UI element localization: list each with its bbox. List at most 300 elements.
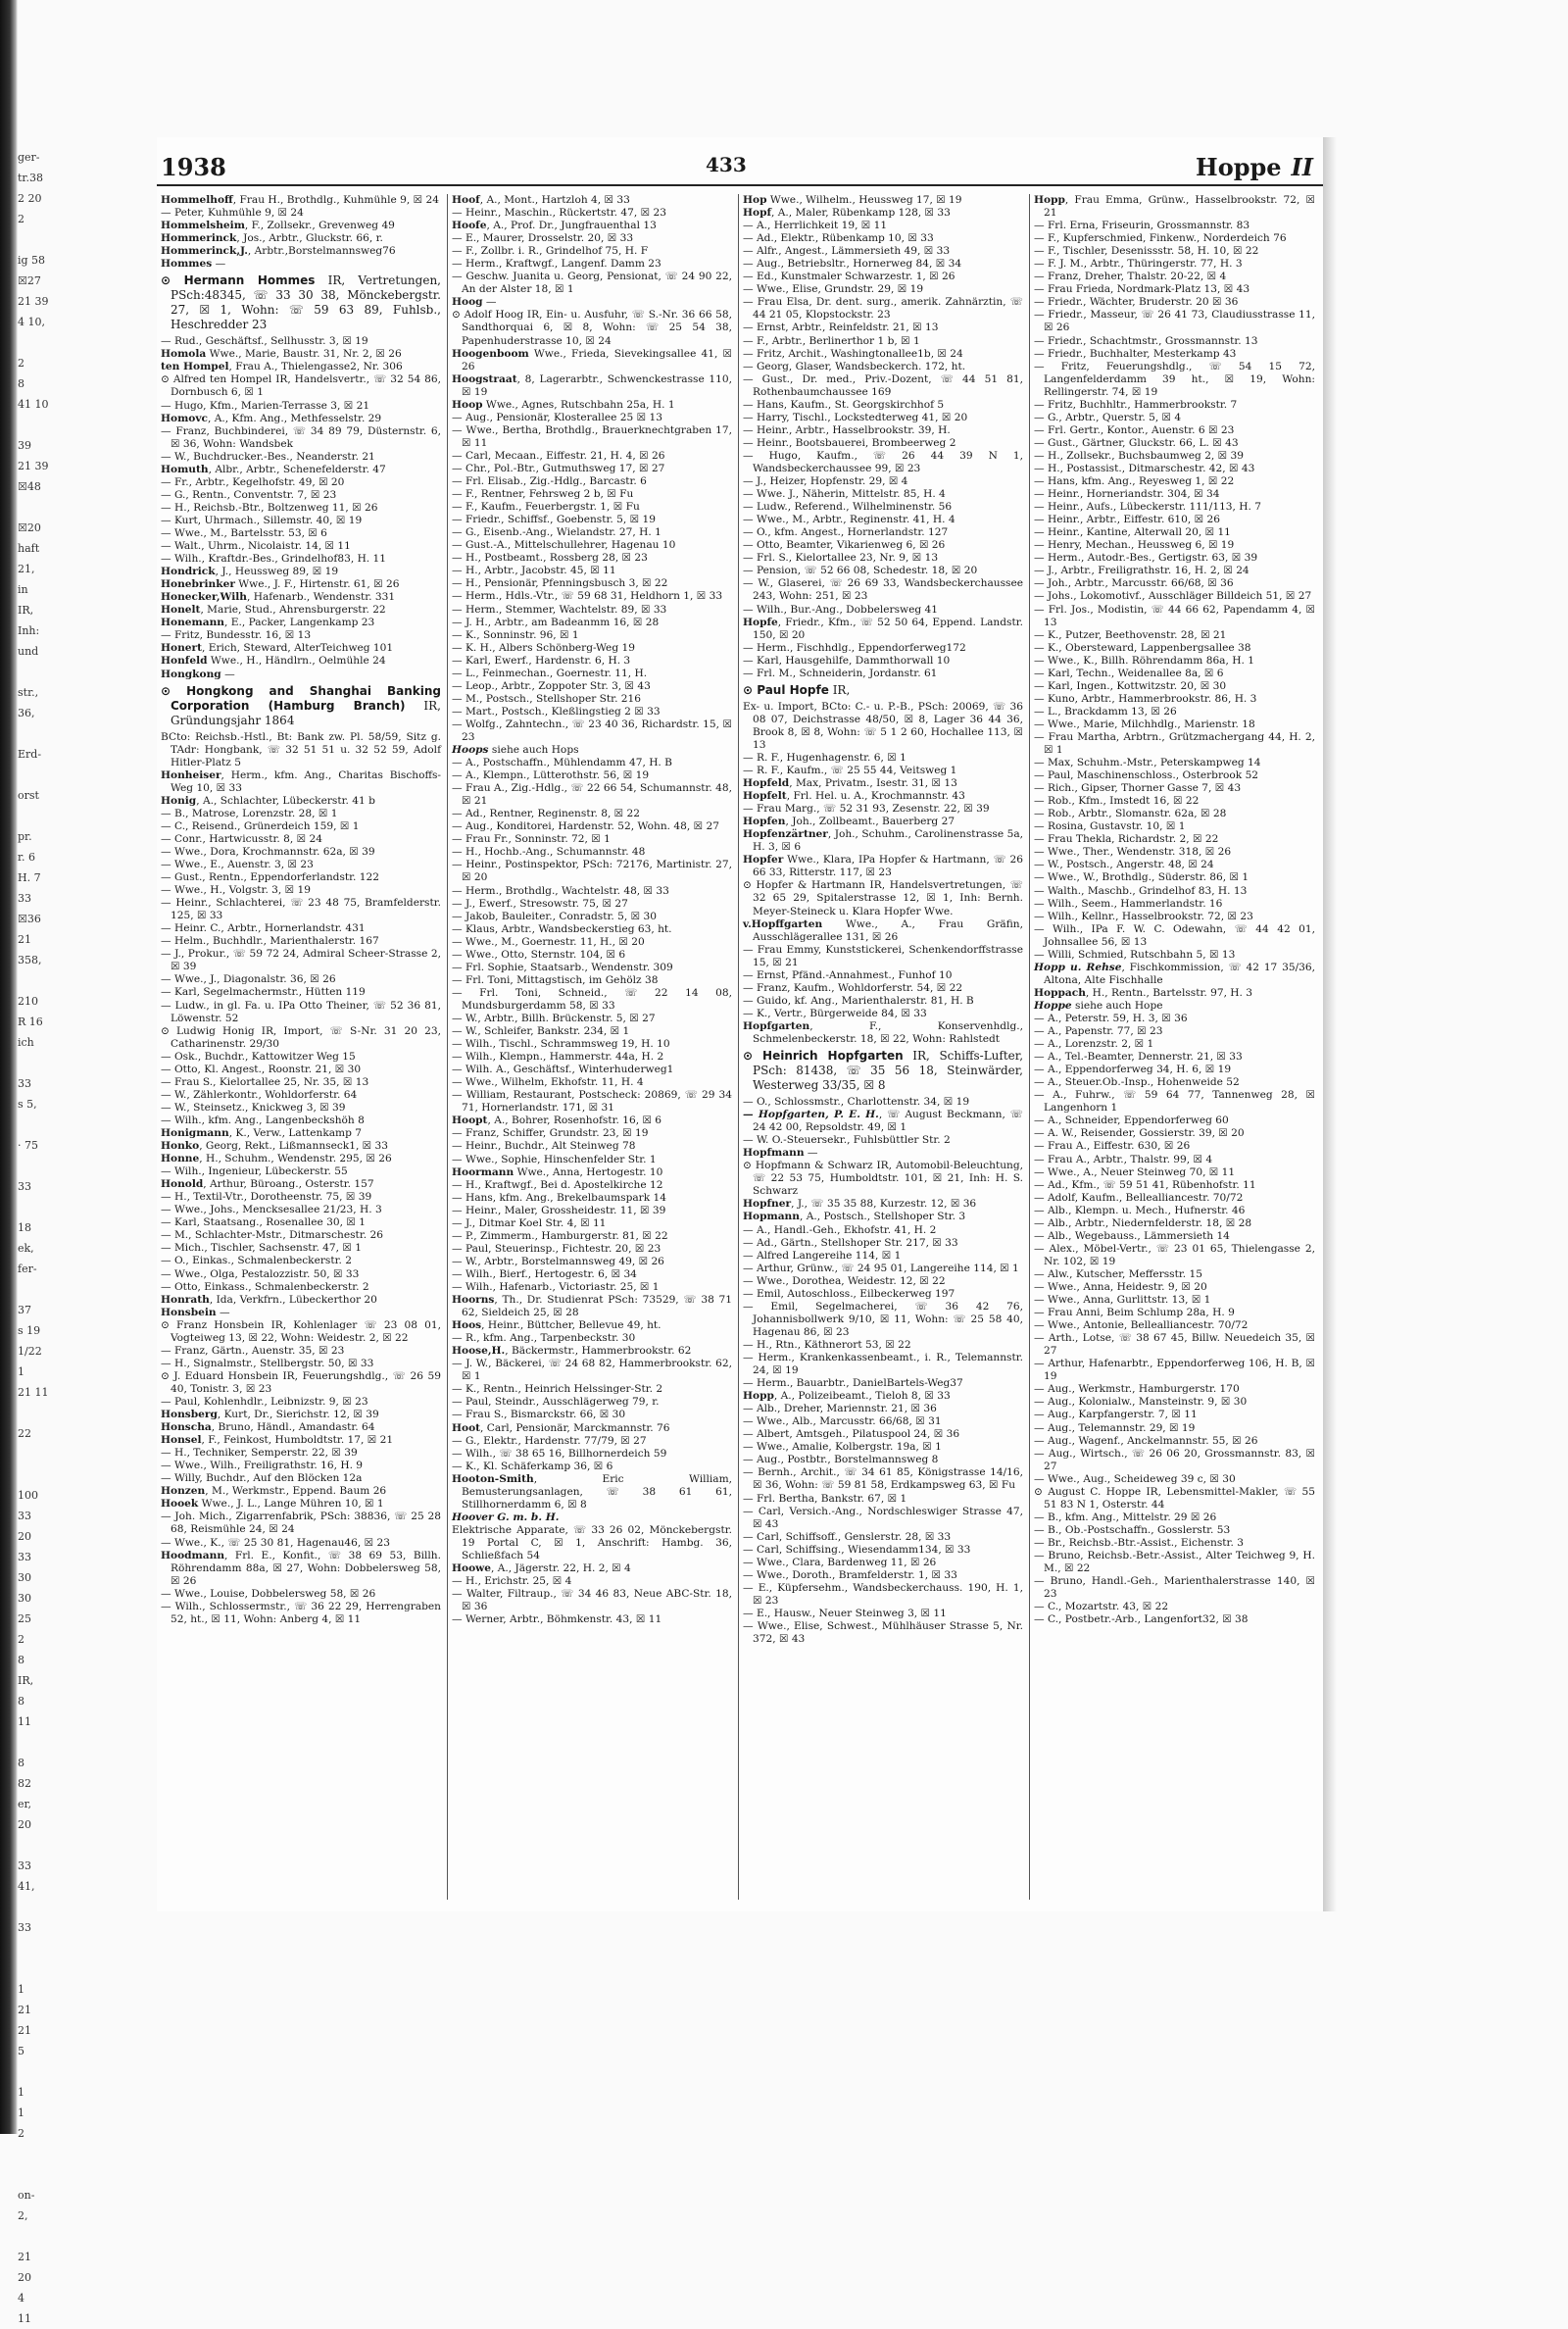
entry-details: — Heinr. C., Arbtr., Hornerlandstr. 431 [161,922,366,935]
entry-details: — Herm., Fischhdlg., Eppendorferweg172 [743,641,966,654]
directory-entry [1034,437,1315,450]
directory-entry [1034,911,1315,923]
entry-details: , Frau H., Brothdlg., Kuhmühle 9, ☒ 24 [232,194,439,206]
entry-name: Honig [161,794,197,807]
entry-details: — Ad., Kfm., ☏ 59 51 41, Rübenhofstr. 11 [1034,1178,1256,1191]
sliver-fragment: 18 [18,1221,31,1234]
entry-name: ⊙ Hongkong and Shanghai Banking Corporation (Hamburg Branch) [161,683,441,713]
entry-name: Hopp u. Rehse [1034,961,1122,973]
entry-details: ⊙ Adolf Hoog IR, Ein- u. Ausfuhr, ☏ S.-Nr. 36 66 58, Sandthorquai 6, ☒ 8, Wohn: ☏ 25 54 38, Papenhuderstrasse 10, ☒ 24 [452,309,732,347]
directory-entry [743,258,1023,271]
sliver-fragment: 8 [18,1654,24,1666]
entry-details: — Pension, ☏ 52 66 08, Schedestr. 18, ☒ 20 [743,565,978,577]
entry-details: — Ludw., in gl. Fa. u. IPa Otto Theiner, ☏ 52 36 81, Löwenstr. 52 [161,999,441,1024]
directory-entry [452,1025,732,1038]
sliver-fragment: 30 [18,1592,31,1605]
entry-details: IR, Gründungsjahr 1864 [171,698,441,727]
directory-entry [161,1127,441,1140]
directory-entry [743,501,1023,514]
entry-details: — Peter, Kuhmühle 9, ☒ 24 [161,207,304,220]
entry-name: Hoogenboom [452,347,529,360]
directory-entry [1034,1358,1315,1383]
directory-entry [1034,1038,1315,1051]
directory-entry [1034,475,1315,488]
directory-entry [161,629,441,642]
entry-details: — J., Arbtr., Freiligrathstr. 16, H. 2, ☒ 24 [1034,565,1250,577]
directory-entry [1034,1422,1315,1435]
entry-details: Wwe., Wilhelm., Heussweg 17, ☒ 19 [766,194,962,206]
directory-entry [1034,757,1315,769]
entry-details: — Klaus, Arbtr., Wandsbeckerstieg 63, ht. [452,922,672,935]
header-running-title [1196,153,1313,181]
entry-details: — [216,1306,230,1318]
directory-column-1 [157,194,448,1900]
directory-entry [743,539,1023,552]
entry-details: , Th., Dr. Studienrat PSch: 73529, ☏ 38 71 62, Sieldeich 25, ☒ 28 [462,1294,732,1319]
entry-details: — Kurt, Uhrmach., Sillemstr. 40, ☒ 19 [161,514,363,526]
entry-details: — Wilh., Ingenieur, Lübeckerstr. 55 [161,1165,348,1178]
directory-entry [1034,668,1315,680]
entry-details: — Alfred Langereihe 114, ☒ 1 [743,1249,902,1262]
entry-details: , Friedr., Kfm., ☏ 52 50 64, Eppend. Landstr. 150, ☒ 20 [753,616,1023,641]
directory-entry [452,987,732,1013]
directory-entry [452,1281,732,1294]
entry-details: , F., Zollsekr., Grevenweg 49 [244,220,395,232]
sliver-fragment: 11 [18,1715,31,1728]
entry-details: — Alfr., Angest., Lämmersieth 49, ☒ 33 [743,245,951,258]
entry-name: Hoot [452,1421,481,1434]
entry-details: — J. W., Bäckerei, ☏ 24 68 82, Hammerbrookstr. 62, ☒ 1 [452,1358,732,1383]
directory-entry [452,1076,732,1089]
directory-entry [1034,1281,1315,1294]
directory-entry [1034,629,1315,642]
sliver-fragment: 8 [18,1695,24,1708]
entry-details: — O., Schlossmstr., Charlottenstr. 34, ☒ 19 [743,1096,970,1109]
directory-entry [161,846,441,859]
directory-entry [452,949,732,962]
directory-entry [743,1441,1023,1454]
entry-name: Hoofe [452,220,487,232]
directory-entry [743,450,1023,475]
book-binding-edge [0,0,18,2134]
directory-entry [1034,1319,1315,1332]
directory-entry [743,1620,1023,1646]
directory-entry [452,463,732,475]
entry-details: — Hans, kfm. Ang., Brekelbaumspark 14 [452,1191,667,1204]
entry-details: — Rob., Kfm., Imstedt 16, ☒ 22 [1034,795,1200,808]
entry-name: Homovc [161,412,208,424]
directory-entry [452,604,732,617]
entry-details: — Rud., Geschäftsf., Sellhusstr. 3, ☒ 19 [161,335,368,348]
entry-details: — A., Steuer.Ob.-Insp., Hohenweide 52 [1034,1076,1240,1089]
entry-details: — A., Eppendorferweg 34, H. 6, ☒ 19 [1034,1064,1232,1076]
directory-entry [452,655,732,668]
directory-entry [161,1498,441,1511]
sliver-fragment [18,1464,137,1485]
entry-name: ⊙ Heinrich Hopfgarten [743,1049,904,1064]
entry-details: — Heinr., Arbtr., Eiffestr. 610, ☒ 26 [1034,514,1220,526]
entry-details: — Wwe., W., Brothdlg., Süderstr. 86, ☒ 1 [1034,871,1250,884]
entry-details: IR, Schiffs-Lufter, PSch: 81438, ☏ 35 56 18, Steinwärder, Westerweg 33/35, ☒ 8 [753,1049,1024,1093]
entry-details: , Bruno, Händl., Amandastr. 64 [211,1421,375,1434]
directory-entry [743,1608,1023,1620]
entry-details: — Henry, Mechan., Heussweg 6, ☒ 19 [1034,539,1235,552]
entry-details: — J., Ewerf., Stresowstr. 75, ☒ 27 [452,897,628,910]
entry-details: — Frau S., Bismarckstr. 66, ☒ 30 [452,1409,626,1421]
entry-details: — [804,1147,818,1160]
entry-details: — Aug., Betriebsltr., Hornerweg 84, ☒ 34 [743,258,962,271]
directory-entry [161,795,441,808]
directory-entry [452,859,732,884]
entry-details: — Wilh., Schlossermstr., ☏ 36 22 29, Herrengraben 52, ht., ☒ 11, Wohn: Anberg 4, ☒ 11 [161,1600,441,1625]
entry-details: — Wwe., Dora, Krochmannstr. 62a, ☒ 39 [161,845,375,858]
directory-entry [452,1013,732,1025]
entry-details: — Frau Emmy, Kunststickerei, Schenkendorffstrasse 15, ☒ 21 [743,943,1023,968]
entry-details: — H., Kraftwgf., Bei d. Apostelkirche 12 [452,1178,663,1191]
directory-entry [161,425,441,451]
sliver-fragment: 21 [18,2004,31,2016]
entry-details: — Friedr., Masseur, ☏ 26 41 73, Claudiusstrasse 11, ☒ 26 [1034,309,1315,334]
entry-details: Wwe., A., Frau Gräfin, Ausschlägerallee 131, ☒ 26 [753,917,1023,943]
entry-details: — Wwe., Elise, Schwest., Mühlhäuser Strasse 5, Nr. 372, ☒ 43 [743,1619,1023,1646]
directory-entry [743,1224,1023,1237]
entry-details: — William, Restaurant, Postscheck: 20869, ☏ 29 34 71, Hornerlandstr. 171, ☒ 31 [452,1089,732,1115]
directory-entry [743,683,1023,698]
entry-details: ⊙ August C. Hoppe IR, Lebensmittel-Makler, ☏ 55 51 83 N 1, Osterstr. 44 [1034,1485,1315,1511]
directory-entry [743,1557,1023,1569]
sliver-fragment: 11 [18,2312,31,2325]
entry-name: ⊙ Hermann Hommes [161,273,316,288]
entry-details: — Wwe., Wilh., Freiligrathstr. 16, H. 9 [161,1460,364,1472]
entry-details: , Frau Emma, Grünw., Hasselbrookstr. 72, ☒ 21 [1044,194,1315,220]
directory-entry [743,642,1023,655]
directory-entry [743,944,1023,969]
sliver-fragment: 33 [18,1077,31,1090]
entry-name: Honecker,Wilh [161,591,248,604]
entry-details: — [482,296,497,309]
entry-details: — Paul, Steuerinsp., Fichtestr. 20, ☒ 23 [452,1242,662,1255]
sliver-fragment: 2 [18,213,24,225]
directory-entry [1034,1307,1315,1319]
entry-details: — Rosina, Gustavstr. 10, ☒ 1 [1034,820,1186,833]
entry-name: Hoowe [452,1562,492,1575]
entry-details: — Arthur, Grünw., ☏ 24 95 01, Langereihe 114, ☒ 1 [743,1262,1019,1274]
entry-details: — Ernst, Arbtr., Reinfeldstr. 21, ☒ 13 [743,322,939,334]
entry-details: — Aug., Konditorei, Hardenstr. 52, Wohn. 48, ☒ 27 [452,820,719,833]
directory-entry [743,335,1023,348]
directory-entry [1034,1179,1315,1192]
entry-details: — C., Reisend., Grünerdeich 159, ☒ 1 [161,819,360,832]
entry-details: — Franz, Dreher, Thalstr. 20-22, ☒ 4 [1034,271,1227,283]
directory-entry [1034,1166,1315,1179]
sliver-fragment: 2 [18,1633,24,1646]
directory-entry [1034,808,1315,820]
sliver-fragment: ger- [18,151,40,164]
entry-details: — Mart., Postsch., Kleßlingstieg 2 ☒ 33 [452,705,661,718]
directory-entry [743,1160,1023,1198]
directory-entry [161,220,441,232]
entry-details: — L., Feinmechan., Goernestr. 11, H. [452,667,648,679]
sliver-fragment: · 75 [18,1139,38,1152]
entry-name: Hommerinck [161,232,237,245]
entry-details: — H., Erichstr. 25, ☒ 4 [452,1575,572,1588]
directory-entry [743,1109,1023,1134]
entry-details: — H., Postassist., Ditmarschestr. 42, ☒ 43 [1034,462,1255,474]
directory-entry [452,258,732,271]
entry-details: — Paul, Steindr., Ausschlägerweg 79, r. [452,1396,660,1409]
directory-entry [161,273,441,332]
entry-name: Honsel [161,1434,202,1447]
sliver-fragment: 21 39 [18,460,49,472]
directory-entry [161,194,441,207]
directory-entry [452,475,732,488]
directory-entry [452,1127,732,1140]
directory-entry [452,1332,732,1345]
entry-details: — Heinr., Aufs., Lübeckerstr. 111/113, H. 7 [1034,501,1261,514]
entry-details: — Heinr., Buchdr., Alt Steinweg 78 [452,1140,636,1153]
directory-entry [161,502,441,515]
entry-details: — Heinr., Bootsbauerei, Brombeerweg 2 [743,436,956,449]
entry-details: — Franz, Kaufm., Wohldorferstr. 54, ☒ 22 [743,981,963,994]
entry-details: , Arthur, Büroang., Osterstr. 157 [203,1178,374,1191]
sliver-fragment: 21 [18,2024,31,2037]
directory-entry [743,879,1023,917]
directory-entry [743,283,1023,296]
entry-details: — Aug., Telemannstr. 29, ☒ 19 [1034,1421,1196,1434]
entry-details: Wwe., Anna, Hertogestr. 10 [514,1165,663,1178]
directory-entry [452,1562,732,1575]
directory-entry [1034,769,1315,782]
entry-details: — A., Fuhrw., ☏ 59 64 77, Tannenweg 28, ☒ Langenhorn 1 [1034,1089,1315,1115]
entry-details: — R. F., Kaufm., ☏ 25 55 44, Veitsweg 1 [743,765,957,777]
entry-details: — Frau Fr., Sonninstr. 72, ☒ 1 [452,833,611,846]
sliver-fragment: s 5, [18,1098,37,1111]
directory-entry [1034,1524,1315,1537]
entry-details: — Wilh. A., Geschäftsf., Winterhuderweg1 [452,1064,674,1076]
directory-entry [161,655,441,668]
sliver-fragment: 21, [18,563,35,575]
directory-entry [743,816,1023,828]
entry-name: Hondrick [161,566,216,578]
directory-entry [452,1613,732,1626]
directory-entry [161,489,441,502]
directory-entry [743,655,1023,668]
directory-entry [1034,399,1315,412]
directory-entry [1034,846,1315,859]
directory-entry [452,744,732,757]
directory-entry [1034,885,1315,898]
directory-entry [1034,1575,1315,1601]
directory-entry [161,986,441,999]
entry-details: , J., Heussweg 89, ☒ 19 [215,566,339,578]
entry-details: — M., Schlachter-Mstr., Ditmarschestr. 26 [161,1229,383,1242]
entry-details: ⊙ Franz Honsbein IR, Kohlenlager ☏ 23 08 01, Vogteiweg 13, ☒ 22, Wohn: Weidestr. 2, ☒ 22 [161,1318,441,1344]
directory-entry [1034,361,1315,399]
directory-entry [161,604,441,617]
entry-details: — Wwe., Otto, Sternstr. 104, ☒ 6 [452,948,626,961]
entry-details: — H., Reichsb.-Btr., Boltzenweg 11, ☒ 26 [161,501,378,514]
entry-details: — Wilh., Bierf., Hertogestr. 6, ☒ 34 [452,1267,637,1280]
directory-entry [452,1256,732,1268]
directory-entry [161,1485,441,1498]
sliver-fragment: 1/22 [18,1345,42,1358]
entry-name: Honold [161,1178,204,1191]
entry-details: — Fr., Arbtr., Kegelhofstr. 49, ☒ 20 [161,475,345,488]
previous-page-sliver [18,147,137,2325]
directory-entry [1034,949,1315,962]
directory-entry [161,232,441,245]
sliver-fragment [18,1279,137,1300]
entry-details: , A., Jägerstr. 22, H. 2, ☒ 4 [491,1562,631,1575]
directory-entry [743,514,1023,526]
directory-entry [452,757,732,769]
entry-details: — Arth., Lotse, ☏ 38 67 45, Billw. Neuedeich 35, ☒ 27 [1034,1332,1315,1358]
directory-entry [161,1307,441,1319]
entry-details: — Johs., Lokomotivf., Ausschläger Billdeich 51, ☒ 27 [1034,590,1312,603]
directory-entry [743,701,1023,752]
entry-name: Hopp [743,1390,774,1403]
directory-entry [452,1243,732,1256]
entry-details: — Frau Anni, Beim Schlump 28a, H. 9 [1034,1307,1235,1319]
entry-details: — Karl, Segelmachermstr., Hütten 119 [161,986,366,999]
entry-details: , Ida, Verkfrn., Lübeckerthor 20 [209,1293,377,1306]
entry-name: Hoogstraat [452,372,517,385]
entry-details: Wwe., Klara, IPa Hopfer & Hartmann, ☏ 26 66 33, Ritterstr. 117, ☒ 23 [753,854,1023,879]
entry-name: Hopfner [743,1198,792,1211]
entry-details: — Frau Elsa, Dr. dent. surg., amerik. Zahnärztin, ☏ 44 21 05, Klopstockstr. 23 [743,296,1023,322]
directory-entry [452,1319,732,1332]
directory-entry [452,693,732,706]
entry-details: — Carl, Mecaan., Eiffestr. 21, H. 4, ☒ 26 [452,449,665,462]
entry-details: — Frau Marg., ☏ 52 31 93, Zesenstr. 22, ☒ 39 [743,803,990,816]
directory-entry [452,719,732,744]
entry-name: Homuth [161,463,209,475]
sliver-fragment: 22 [18,1427,31,1440]
entry-details: — H., Zollsekr., Buchsbaumweg 2, ☒ 39 [1034,449,1245,462]
directory-entry [161,1153,441,1165]
entry-details: — Helm., Buchhdlr., Marienthalerstr. 167 [161,935,379,948]
entry-details: ⊙ Ludwig Honig IR, Import, ☏ S-Nr. 31 20 23, Catharinenstr. 29/30 [161,1024,441,1050]
directory-entry [161,859,441,871]
entry-details: — H., Textil-Vtr., Dorotheenstr. 75, ☒ 39 [161,1191,372,1204]
directory-entry [743,1428,1023,1441]
entry-details: — Hans, kfm. Ang., Reyesweg 1, ☒ 22 [1034,475,1235,488]
entry-details: , A., Polizeibeamt., Tieloh 8, ☒ 33 [773,1390,951,1403]
entry-details: — Walth., Maschb., Grindelhof 83, H. 13 [1034,884,1248,897]
sliver-fragment: pr. [18,830,32,843]
entry-name: Homola [161,348,207,361]
entry-details: — K., Sonninstr. 96, ☒ 1 [452,628,579,641]
directory-entry [1034,833,1315,846]
directory-entry [1034,552,1315,565]
entry-name: Hooton-Smith [452,1472,534,1485]
directory-entry [1034,795,1315,808]
sliver-fragment [18,229,137,250]
entry-details: — Walt., Uhrm., Nicolaistr. 14, ☒ 11 [161,540,351,553]
directory-entry [452,207,732,220]
directory-entry [452,577,732,590]
entry-details: , A., Bohrer, Rosenhofstr. 16, ☒ 6 [487,1115,662,1127]
sliver-fragment [18,765,137,785]
entry-details: — Wilh., Kraftdr.-Bes., Grindelhof83, H. 11 [161,553,387,566]
entry-details: — Albert, Amtsgeh., Pilatuspool 24, ☒ 36 [743,1428,960,1441]
entry-name: Hopfeld [743,777,790,790]
entry-details: — Alb., Arbtr., Niedernfelderstr. 18, ☒ 28 [1034,1216,1252,1229]
directory-entry [1034,590,1315,603]
entry-details: — Bernh., Archit., ☏ 34 61 85, Königstrasse 14/16, ☒ 36, Wohn: ☏ 59 81 58, Erdkampsweg 63, ☒ Fu [743,1466,1023,1492]
directory-entry [743,1582,1023,1608]
entry-details: — Wilh., Klempn., Hammerstr. 44a, H. 2 [452,1051,664,1064]
entry-details: — Franz, Buchbinderei, ☏ 34 89 79, Düsternstr. 6, ☒ 36, Wohn: Wandsbek [161,424,441,450]
entry-details: — O., Einkas., Schmalenbeckerstr. 2 [161,1255,353,1267]
entry-details: — Frau Thekla, Richardstr. 2, ☒ 22 [1034,833,1219,846]
directory-entry [743,220,1023,232]
entry-name: Hopfen [743,816,786,828]
directory-entry [452,1166,732,1179]
directory-entry [452,1115,732,1127]
entry-details: — Frl. Toni, Mittagstisch, im Gehölz 38 [452,973,659,986]
entry-details: , Jos., Arbtr., Gluckstr. 66, r. [236,232,383,245]
directory-entry [1034,1511,1315,1524]
directory-entry [452,629,732,642]
directory-entry [452,820,732,833]
entry-details: — Max, Schuhm.-Mstr., Peterskampweg 14 [1034,757,1261,769]
sliver-fragment [18,1938,137,1958]
directory-entry [161,515,441,527]
directory-entry [452,617,732,629]
directory-entry [452,1396,732,1409]
directory-entry [1034,194,1315,220]
entry-details: — Georg, Glaser, Wandsbeckerch. 172, ht. [743,360,966,372]
sliver-fragment: und [18,645,39,658]
entry-details: IR, [828,682,851,697]
sliver-fragment: 33 [18,1921,31,1934]
entry-details: — Wwe. J., Näherin, Mittelstr. 85, H. 4 [743,488,946,501]
directory-entry [1034,1205,1315,1217]
entry-details: — Wwe., M., Arbtr., Reginenstr. 41, H. 4 [743,514,956,526]
entry-details: — Friedr., Schachtmstr., Grossmannstr. 13 [1034,334,1258,347]
directory-entry [1034,309,1315,334]
entry-details: , M., Werkmstr., Eppend. Baum 26 [205,1485,387,1498]
entry-details: — [220,668,235,680]
sliver-fragment: haft [18,542,40,555]
entry-details: — Wilh., Tischl., Schrammsweg 19, H. 10 [452,1038,670,1051]
directory-entry [452,1345,732,1358]
sliver-fragment: 33 [18,1180,31,1193]
directory-entry [743,271,1023,283]
directory-entry [1034,604,1315,629]
entry-details: — Osk., Buchdr., Kattowitzer Weg 15 [161,1050,356,1063]
sliver-fragment: ☒27 [18,274,41,287]
entry-details: — Wwe., Bertha, Brothdlg., Brauerknechtgraben 17, ☒ 11 [452,423,732,449]
entry-name: Hopfelt [743,790,787,803]
directory-entry [743,1198,1023,1211]
sliver-fragment [18,1732,137,1753]
entry-details: — Geschw. Juanita u. Georg, Pensionat, ☏ 24 90 22, An der Alster 18, ☒ 1 [452,271,732,296]
entry-details: — Wwe., Aug., Scheideweg 39 c, ☒ 30 [1034,1472,1236,1485]
directory-entry [1034,1601,1315,1613]
entry-details: — R. F., Hugenhagenstr. 6, ☒ 1 [743,751,906,764]
entry-details: — Wwe., Antonie, Bellealliancestr. 70/72 [1034,1319,1249,1332]
entry-name: ⊙ Paul Hopfe [743,682,829,697]
entry-details: — H., Techniker, Semperstr. 22, ☒ 39 [161,1447,358,1460]
entry-details: — Wilh., Bur.-Ang., Dobbelersweg 41 [743,603,939,616]
directory-entry [452,552,732,565]
directory-entry [161,1358,441,1370]
directory-entry [161,1025,441,1051]
directory-entry [1034,1448,1315,1473]
entry-name: Hoover G. m. b. H. [452,1511,560,1523]
